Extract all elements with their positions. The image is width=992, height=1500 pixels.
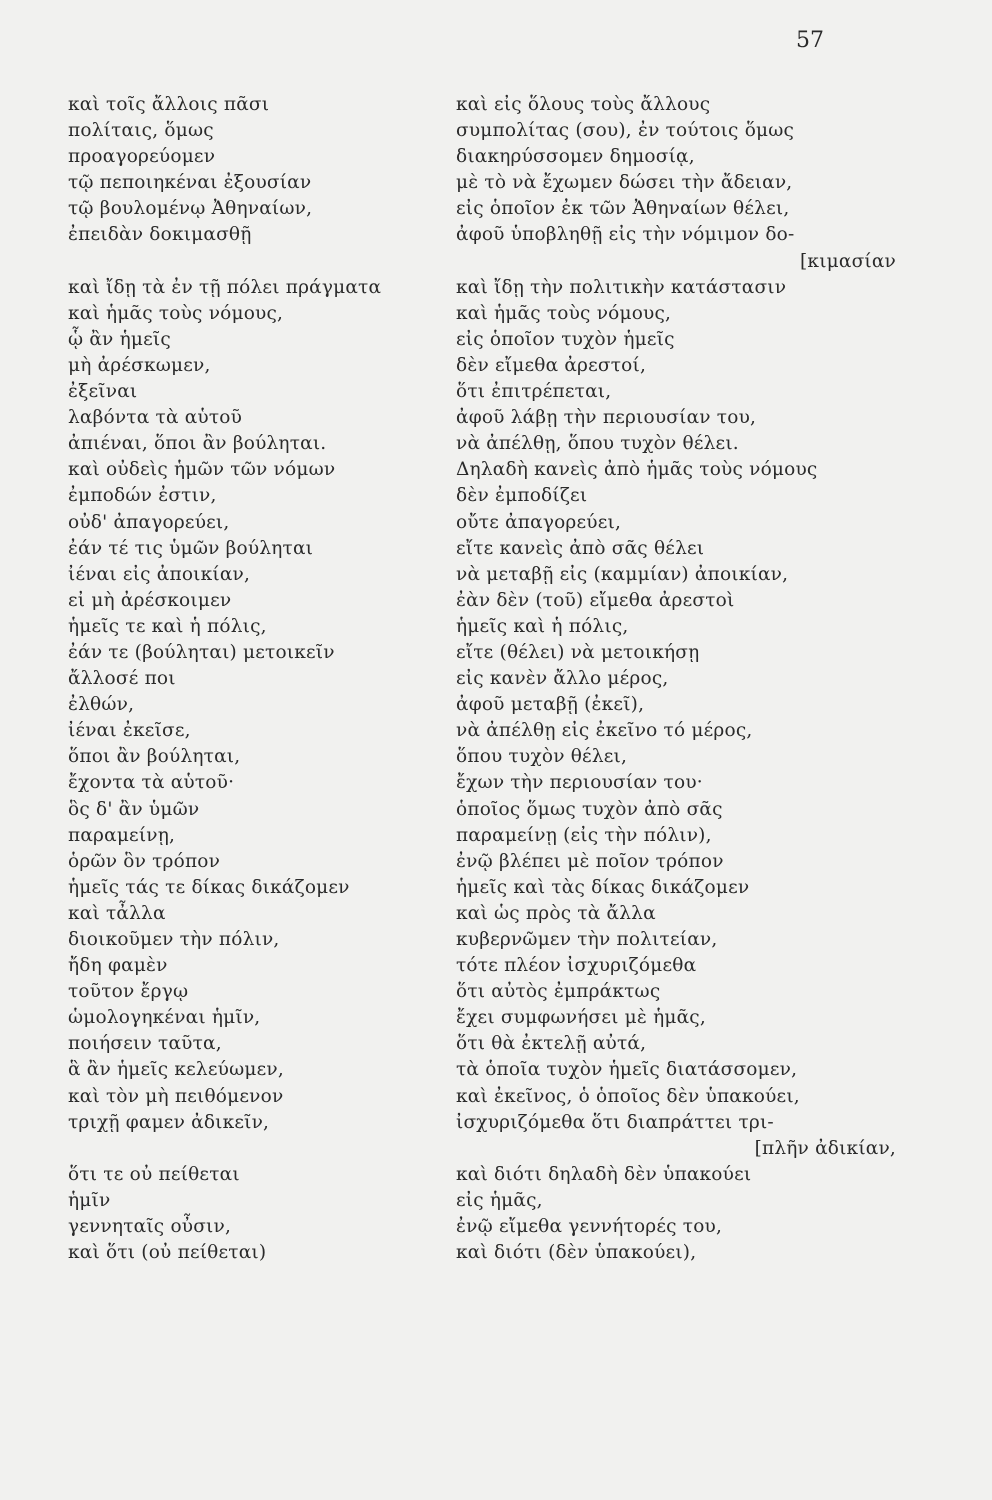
text-line: καὶ διότι (δὲν ὑπακούει),	[456, 1242, 697, 1264]
text-line: καὶ οὐδεὶς ἡμῶν τῶν νόμων	[68, 459, 336, 481]
text-line: ἡμεῖς τάς τε δίκας δικάζομεν	[68, 876, 350, 898]
text-line: διακηρύσσομεν δημοσίᾳ,	[456, 146, 695, 168]
text-line: καὶ ὅτι (οὐ πείθεται)	[68, 1242, 267, 1264]
text-line: μὴ ἀρέσκωμεν,	[68, 354, 211, 376]
text-line: εἰ μὴ ἀρέσκοιμεν	[68, 589, 232, 611]
text-line: μὲ τὸ νὰ ἔχωμεν δώσει τὴν ἄδειαν,	[456, 172, 793, 194]
text-line: τότε πλέον ἰσχυριζόμεθα	[456, 955, 697, 977]
text-line: καὶ τἆλλα	[68, 902, 166, 924]
modern-greek-translation-column	[456, 92, 896, 1266]
text-line: ἡμῖν	[68, 1189, 111, 1211]
text-line: ἀφοῦ μεταβῇ (ἐκεῖ),	[456, 694, 645, 716]
text-line: ἡμεῖς τε καὶ ἡ πόλις,	[68, 615, 267, 637]
text-line: ἔχει συμφωνήσει μὲ ἡμᾶς,	[456, 1007, 706, 1029]
text-line: ὃς δ' ἂν ὑμῶν	[68, 798, 200, 820]
text-line: ἔχων τὴν περιουσίαν του·	[456, 772, 703, 794]
text-line: ἔχοντα τὰ αὑτοῦ·	[68, 772, 235, 794]
text-line: καὶ ὡς πρὸς τὰ ἄλλα	[456, 902, 656, 924]
text-line: νὰ ἀπέλθῃ εἰς ἐκεῖνο τό μέρος,	[456, 720, 753, 742]
greek-text-column	[68, 92, 460, 1266]
text-line	[68, 249, 460, 275]
text-line: ἐξεῖναι	[68, 381, 138, 403]
text-line: οὐδ' ἀπαγορεύει,	[68, 511, 230, 533]
text-line: καὶ ἴδῃ τὰ ἐν τῇ πόλει πράγματα	[68, 276, 382, 298]
text-line: ὡμολογηκέναι ἡμῖν,	[68, 1007, 261, 1029]
text-line: ἐμποδών ἐστιν,	[68, 485, 217, 507]
text-line: καὶ ἡμᾶς τοὺς νόμους,	[68, 302, 284, 324]
text-line: ὅτι τε οὐ πείθεται	[68, 1163, 240, 1185]
text-line: ἐπειδὰν δοκιμασθῇ	[68, 224, 252, 246]
text-line: [κιμασίαν	[800, 250, 896, 272]
text-line: συμπολίτας (σου), ἐν τούτοις ὅμως	[456, 120, 795, 142]
text-line: ἐνῷ εἴμεθα γεννήτορές του,	[456, 1216, 723, 1238]
text-line: εἴτε (θέλει) νὰ μετοικήσῃ	[456, 641, 700, 663]
text-line: παραμείνῃ (εἰς τὴν πόλιν),	[456, 824, 712, 846]
text-line: λαβόντα τὰ αὑτοῦ	[68, 407, 243, 429]
text-line: ἤδη φαμὲν	[68, 955, 168, 977]
text-line: τῷ βουλομένῳ Ἀθηναίων,	[68, 198, 313, 220]
text-line: ἰέναι εἰς ἀποικίαν,	[68, 563, 251, 585]
text-line: τοῦτον ἔργῳ	[68, 981, 189, 1003]
text-line: καὶ εἰς ὅλους τοὺς ἄλλους	[456, 94, 711, 115]
text-line: ὅποι ἂν βούληται,	[68, 746, 241, 768]
text-line: τὰ ὁποῖα τυχὸν ἡμεῖς διατάσσομεν,	[456, 1059, 798, 1081]
text-line: καὶ τὸν μὴ πειθόμενον	[68, 1085, 284, 1107]
text-line: ἐνῷ βλέπει μὲ ποῖον τρόπον	[456, 850, 724, 872]
text-line: ἐλθών,	[68, 694, 135, 716]
text-line: ὁποῖος ὅμως τυχὸν ἀπὸ σᾶς	[456, 798, 723, 820]
text-line: ἀφοῦ ὑποβληθῇ εἰς τὴν νόμιμον δο-	[456, 224, 795, 246]
text-line: ποιήσειν ταῦτα,	[68, 1033, 222, 1055]
text-line: ἐάν τέ τις ὑμῶν βούληται	[68, 537, 314, 559]
text-line: νὰ μεταβῇ εἰς (καμμίαν) ἀποικίαν,	[456, 563, 789, 585]
text-line: πολίταις, ὅμως	[68, 120, 214, 142]
page-number: 57	[796, 28, 824, 53]
text-line: εἴτε κανεὶς ἀπὸ σᾶς θέλει	[456, 537, 705, 559]
text-line: παραμείνῃ,	[68, 824, 176, 846]
text-line: ἰσχυριζόμεθα ὅτι διαπράττει τρι-	[456, 1111, 774, 1133]
text-line: τριχῇ φαμεν ἀδικεῖν,	[68, 1111, 270, 1133]
text-line: ἡμεῖς καὶ ἡ πόλις,	[456, 615, 629, 637]
text-line: καὶ ἡμᾶς τοὺς νόμους,	[456, 302, 672, 324]
text-line: γεννηταῖς οὖσιν,	[68, 1216, 232, 1238]
text-line: [πλῆν ἀδικίαν,	[754, 1137, 896, 1159]
text-line: ὁρῶν ὃν τρόπον	[68, 850, 221, 872]
text-line: διοικοῦμεν τὴν πόλιν,	[68, 929, 280, 950]
text-line: ἀπιέναι, ὅποι ἂν βούληται.	[68, 433, 327, 455]
text-line: εἰς κανὲν ἄλλο μέρος,	[456, 668, 669, 690]
text-line: ὅτι αὐτὸς ἐμπράκτως	[456, 981, 661, 1003]
text-line: εἰς ὁποῖον τυχὸν ἡμεῖς	[456, 328, 675, 350]
text-line: τῷ πεποιηκέναι ἐξουσίαν	[68, 172, 312, 194]
text-line: καὶ ἐκεῖνος, ὁ ὁποῖος δὲν ὑπακούει,	[456, 1085, 800, 1107]
text-line	[68, 1136, 460, 1162]
text-line: Δηλαδὴ κανεὶς ἀπὸ ἡμᾶς τοὺς νόμους	[456, 459, 818, 481]
text-line: εἰς ὁποῖον ἐκ τῶν Ἀθηναίων θέλει,	[456, 198, 790, 220]
text-line: δὲν εἴμεθα ἀρεστοί,	[456, 354, 647, 376]
text-line: ἰέναι ἐκεῖσε,	[68, 720, 191, 742]
text-line: νὰ ἀπέλθῃ, ὅπου τυχὸν θέλει.	[456, 433, 739, 455]
text-line: ἄλλοσέ ποι	[68, 668, 176, 690]
text-line: καὶ ἴδῃ τὴν πολιτικὴν κατάστασιν	[456, 276, 787, 298]
text-line: ὅτι θὰ ἐκτελῇ αὐτά,	[456, 1033, 647, 1055]
text-line: οὔτε ἀπαγορεύει,	[456, 511, 622, 533]
text-line: δὲν ἐμποδίζει	[456, 485, 588, 507]
text-line: ᾧ ἂν ἡμεῖς	[68, 328, 171, 350]
text-line: ὅτι ἐπιτρέπεται,	[456, 381, 612, 403]
text-line: ἀφοῦ λάβῃ τὴν περιουσίαν του,	[456, 407, 757, 429]
text-line: καὶ διότι δηλαδὴ δὲν ὑπακούει	[456, 1163, 752, 1185]
text-line: εἰς ἡμᾶς,	[456, 1189, 543, 1211]
text-line: ὅπου τυχὸν θέλει,	[456, 746, 628, 768]
text-line: ἐάν τε (βούληται) μετοικεῖν	[68, 641, 335, 663]
text-line: κυβερνῶμεν τὴν πολιτείαν,	[456, 929, 718, 950]
text-line: ἃ ἂν ἡμεῖς κελεύωμεν,	[68, 1059, 284, 1081]
text-line: ἐὰν δὲν (τοῦ) εἴμεθα ἀρεστοὶ	[456, 589, 735, 611]
text-line: προαγορεύομεν	[68, 146, 216, 168]
text-line: καὶ τοῖς ἄλλοις πᾶσι	[68, 94, 270, 115]
text-line: ἡμεῖς καὶ τὰς δίκας δικάζομεν	[456, 876, 750, 898]
